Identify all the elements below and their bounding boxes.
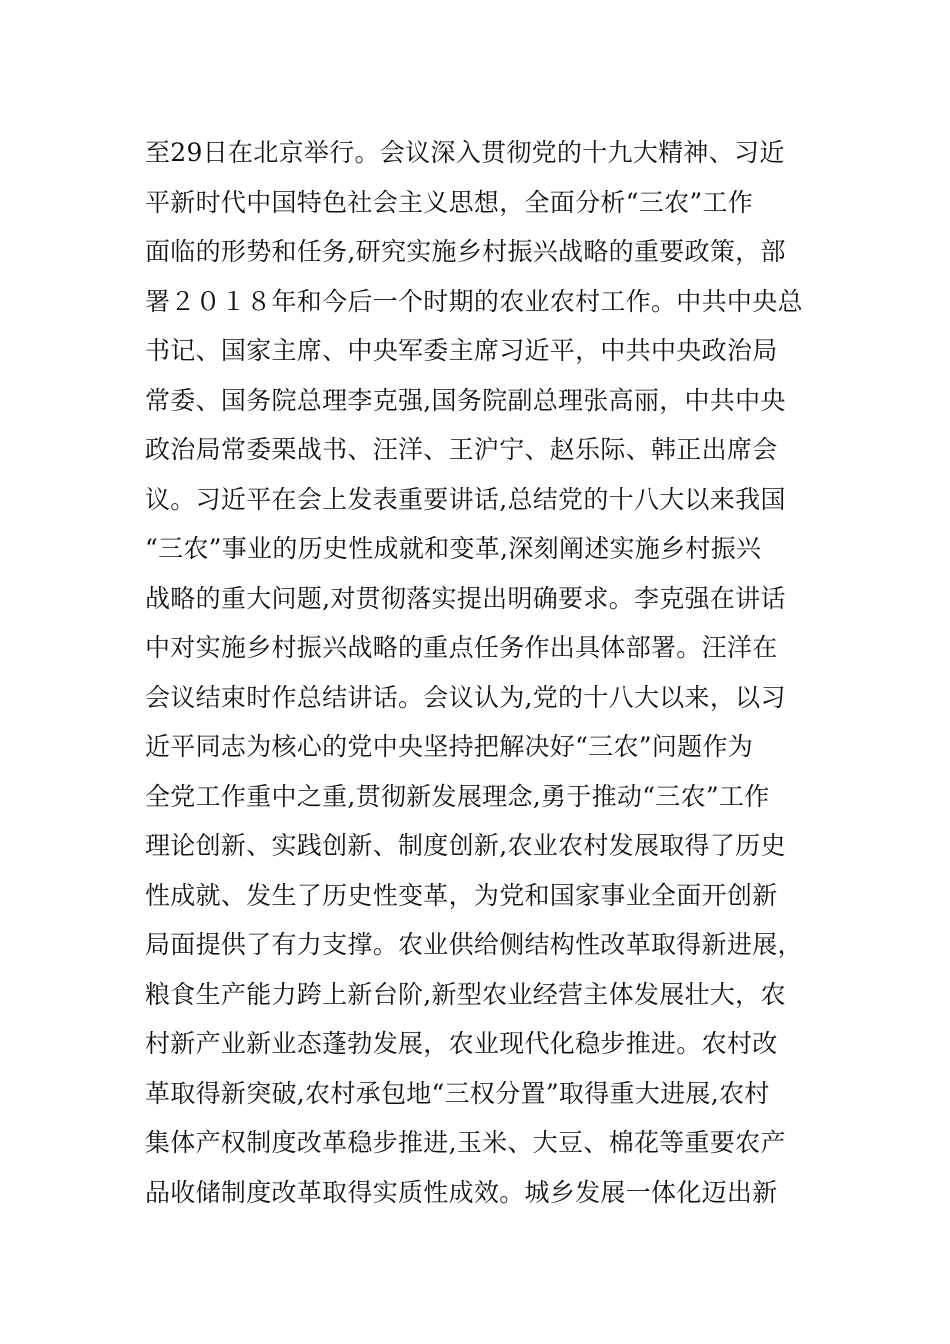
text-line: 政治局常委栗战书、汪洋、王沪宁、赵乐际、韩正出席会: [145, 435, 778, 464]
text-line: 书记、国家主席、中央军委主席习近平，中共中央政治局: [145, 336, 778, 365]
text-line: 至29日在北京举行。会议深入贯彻党的十九大精神、习近: [145, 138, 785, 167]
body-text: [145, 128, 815, 1217]
text-line: 粮食生产能力跨上新台阶,新型农业经营主体发展壮大，农: [145, 979, 786, 1009]
text-line: 面临的形势和任务,研究实施乡村振兴战略的重要政策，部: [145, 237, 786, 266]
text-line: “三农”事业的历史性成就和变革,深刻阐述实施乡村振兴: [145, 534, 762, 563]
text-line: 中对实施乡村振兴战略的重点任务作出具体部署。汪洋在: [145, 633, 778, 662]
text-line: 集体产权制度改革稳步推进,玉米、大豆、棉花等重要农产: [145, 1128, 786, 1157]
text-line: 平新时代中国特色社会主义思想，全面分析“三农”工作: [145, 187, 754, 217]
text-line: 署２０１８年和今后一个时期的农业农村工作。中共中央总: [145, 286, 803, 316]
text-line: 会议结束时作总结讲话。会议认为,党的十八大以来，以习: [145, 682, 786, 712]
text-line: 战略的重大问题,对贯彻落实提出明确要求。李克强在讲话: [145, 583, 786, 613]
text-line: 村新产业新业态蓬勃发展，农业现代化稳步推进。农村改: [145, 1029, 778, 1058]
text-line: 全党工作重中之重,贯彻新发展理念,勇于推动“三农”工作: [145, 781, 770, 811]
text-line: 品收储制度改革取得实质性成效。城乡发展一体化迈出新: [145, 1177, 778, 1207]
text-line: 议。习近平在会上发表重要讲话,总结党的十八大以来我国: [145, 484, 786, 514]
text-line: 常委、国务院总理李克强,国务院副总理张高丽，中共中央: [145, 385, 786, 415]
text-line: 理论创新、实践创新、制度创新,农业农村发展取得了历史: [145, 831, 786, 860]
text-line: 革取得新突破,农村承包地“三权分置”取得重大进展,农村: [145, 1078, 770, 1108]
text-line: 性成就、发生了历史性变革，为党和国家事业全面开创新: [145, 880, 778, 910]
text-line: 局面提供了有力支撑。农业供给侧结构性改革取得新进展，: [145, 930, 803, 959]
text-line: 近平同志为核心的党中央坚持把解决好“三农”问题作为: [145, 732, 754, 761]
